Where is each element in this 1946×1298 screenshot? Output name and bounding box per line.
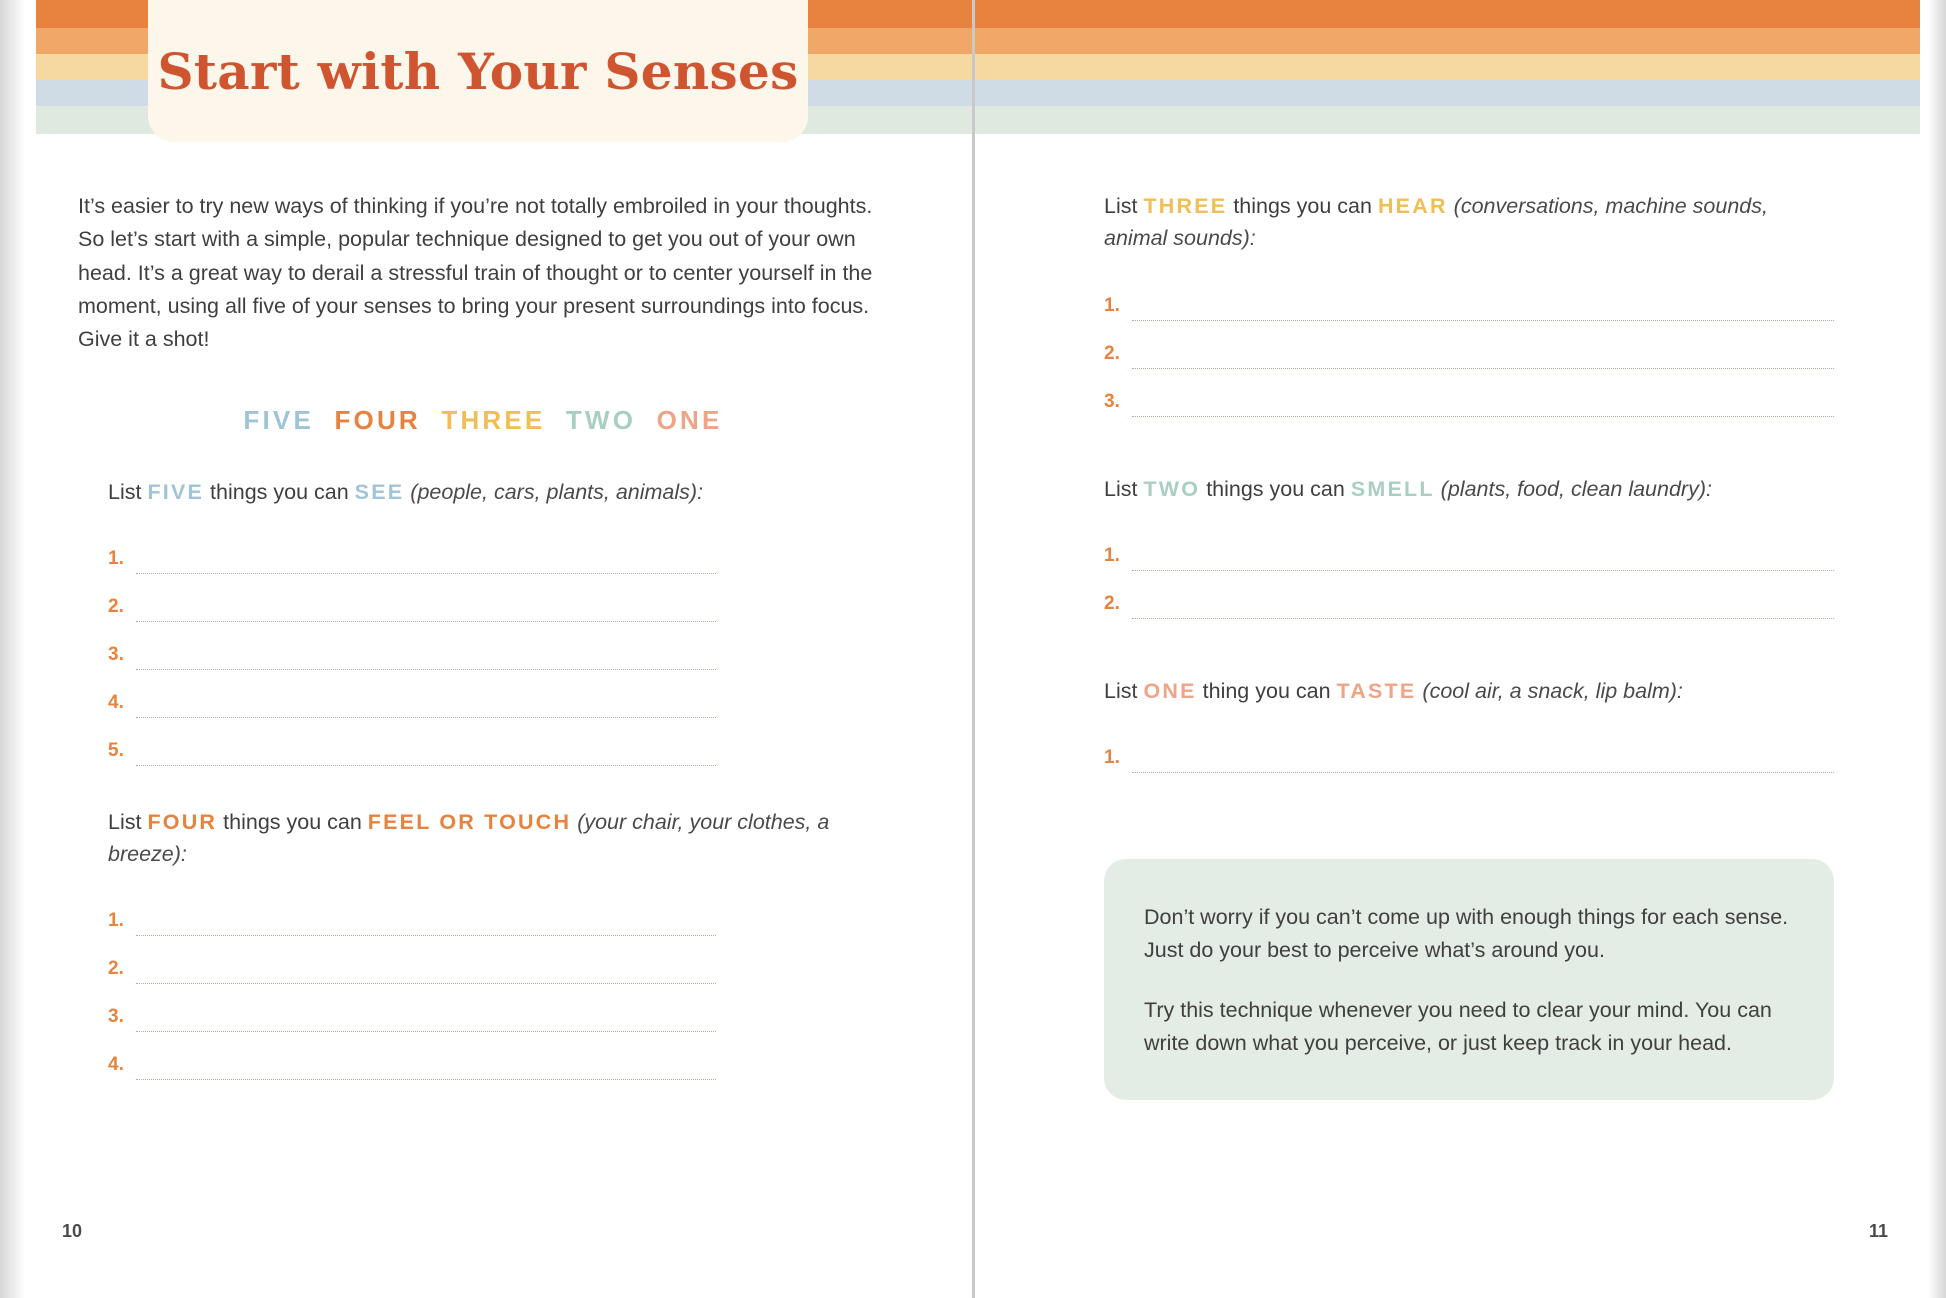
answer-lines-see [78,526,888,766]
line-number: 1. [1104,544,1120,566]
page-number-right: 11 [1868,1221,1888,1241]
prompt-hear-count: THREE [1143,194,1228,218]
left-page-column [78,190,888,1080]
answer-lines-hear [1104,273,1834,417]
write-in-rule[interactable] [1132,746,1834,773]
title-plaque [148,0,808,142]
answer-line[interactable] [108,1032,888,1080]
write-in-rule[interactable] [1132,544,1834,571]
prompt-feel [78,806,888,871]
prompt-see-count: FIVE [147,479,205,504]
prompt-smell-lead: List [1104,476,1138,501]
answer-line[interactable] [1104,273,1834,321]
prompt-hear-examples: (conversations, machine sounds, animal sounds): [1104,194,1768,251]
write-in-rule[interactable] [136,1053,716,1080]
prompt-smell-middle: things you can [1206,476,1345,501]
prompt-hear-lead: List [1104,194,1138,218]
prompt-feel-middle: things you can [223,809,362,834]
write-in-rule[interactable] [1132,342,1834,369]
answer-lines-smell [1104,523,1834,619]
write-in-rule[interactable] [1132,294,1834,321]
prompt-feel-sense: FEEL OR TOUCH [367,809,572,834]
prompt-smell [1104,473,1834,505]
counts-heading-two: TWO [565,404,637,435]
line-number: 3. [1104,390,1120,412]
line-number: 2. [108,958,124,980]
counts-heading-one: ONE [656,404,723,435]
prompt-hear-sense: HEAR [1377,194,1448,218]
prompt-smell-examples: (plants, food, clean laundry): [1440,476,1712,501]
write-in-rule[interactable] [136,957,716,984]
prompt-taste-middle: thing you can [1202,678,1331,703]
line-number: 2. [1104,592,1120,614]
prompt-hear [1104,190,1834,255]
right-page-column [1104,190,1834,1100]
write-in-rule[interactable] [1132,592,1834,619]
tip-box [1104,859,1834,1100]
prompt-feel-lead: List [108,809,142,834]
prompt-taste-examples: (cool air, a snack, lip balm): [1422,678,1683,703]
answer-line[interactable] [108,936,888,984]
answer-line[interactable] [1104,523,1834,571]
page-title: Start with Your Senses [157,41,799,101]
write-in-rule[interactable] [136,643,716,670]
answer-line[interactable] [108,670,888,718]
prompt-see-sense: SEE [354,479,405,504]
write-in-rule[interactable] [136,1005,716,1032]
line-number: 2. [1104,342,1120,364]
line-number: 3. [108,1006,124,1028]
write-in-rule[interactable] [136,547,716,574]
write-in-rule[interactable] [136,691,716,718]
page-edge-right [1920,0,1946,1298]
answer-line[interactable] [108,984,888,1032]
prompt-taste-count: ONE [1143,678,1197,703]
answer-line[interactable] [108,888,888,936]
counts-heading [78,405,888,436]
tip-paragraph-1: Don’t worry if you can’t come up with enough things for each sense. Just do your best to perceive what’s around you. [1144,905,1789,963]
answer-line[interactable] [1104,571,1834,619]
prompt-hear-middle: things you can [1233,194,1372,218]
answer-line[interactable] [108,718,888,766]
prompt-taste-sense: TASTE [1336,678,1417,703]
intro-paragraph: It’s easier to try new ways of thinking if you’re not totally embroiled in your thoughts. So let’s start with a simple, popular technique designed to get you out of your own head. It’s a great way to derail a stressful train of thought or to center yourself in the moment, using all five of your senses to bring your present surroundings into focus. Give it a shot! [78,194,873,352]
prompt-see-examples: (people, cars, plants, animals): [410,479,704,504]
answer-line[interactable] [108,526,888,574]
line-number: 1. [108,547,124,569]
prompt-see [78,476,888,508]
prompt-see-lead: List [108,479,142,504]
spread-gutter [972,0,975,1298]
prompt-taste [1104,675,1834,707]
answer-line[interactable] [108,622,888,670]
write-in-rule[interactable] [136,909,716,936]
write-in-rule[interactable] [136,595,716,622]
answer-lines-feel [78,888,888,1080]
line-number: 5. [108,739,124,761]
prompt-see-middle: things you can [210,479,349,504]
answer-line[interactable] [108,574,888,622]
tip-paragraph-2: Try this technique whenever you need to clear your mind. You can write down what you perceive, or just keep track in your head. [1144,997,1772,1055]
prompt-feel-examples: (your chair, your clothes, a breeze): [108,809,830,867]
answer-line[interactable] [1104,321,1834,369]
line-number: 1. [1104,747,1120,768]
write-in-rule[interactable] [136,739,716,766]
line-number: 3. [108,643,124,665]
prompt-taste-lead: List [1104,678,1138,703]
write-in-rule[interactable] [1132,390,1834,417]
answer-line[interactable] [1104,725,1834,773]
line-number: 1. [1104,294,1120,316]
line-number: 1. [108,910,124,932]
answer-lines-taste [1104,725,1834,773]
page-number-left: 10 [62,1221,83,1241]
prompt-smell-count: TWO [1143,476,1201,501]
prompt-smell-sense: SMELL [1350,476,1435,501]
line-number: 4. [108,691,124,713]
answer-line[interactable] [1104,369,1834,417]
counts-heading-three: THREE [441,404,546,435]
line-number: 2. [108,595,124,617]
counts-heading-four: FOUR [334,404,421,435]
prompt-feel-count: FOUR [147,809,218,834]
counts-heading-five: FIVE [243,404,315,435]
line-number: 4. [108,1054,124,1076]
page-edge-left [0,0,36,1298]
